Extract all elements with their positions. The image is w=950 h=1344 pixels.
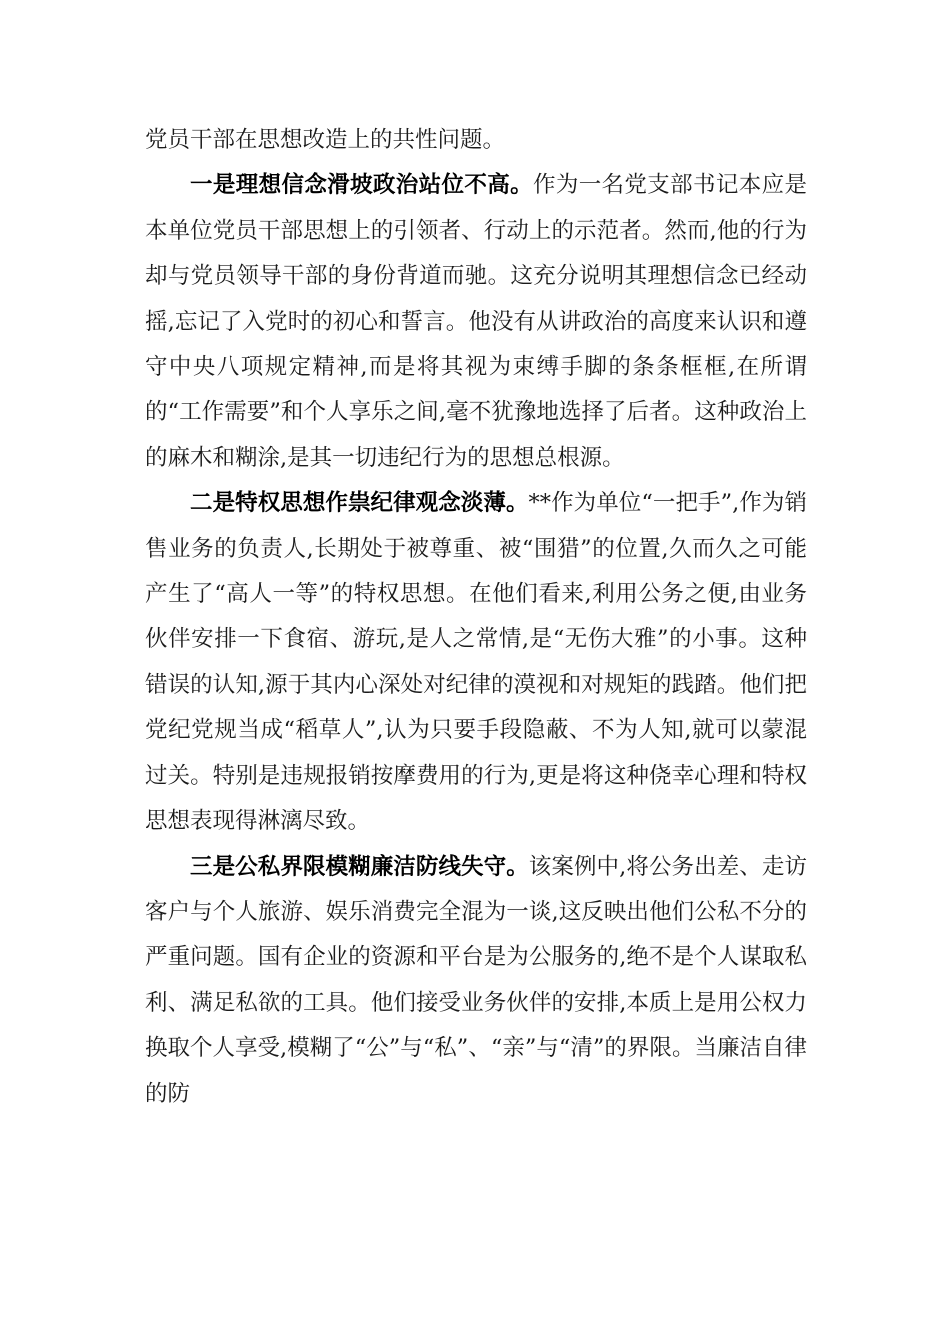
paragraph-text: 作为一名党支部书记本应是本单位党员干部思想上的引领者、行动上的示范者。然而,他的行为却与党员领导干部的身份背道而驰。这充分说明其理想信念已经动摇,忘记了入党时的初心和誓言。他没有从讲政治的高度来认识和遵守中央八项规定精神,而是将其视为束缚手脚的条条框框,在所谓的“工作需要”和个人享乐之间,毫不犹豫地选择了后者。这种政治上的麻木和糊涂,是其一切违纪行为的思想总根源。 bbox=[145, 172, 807, 471]
paragraph-heading: 二是特权思想作祟纪律观念淡薄。 bbox=[190, 490, 529, 517]
paragraph-point-three bbox=[145, 845, 807, 1117]
paragraph-text: 该案例中,将公务出差、走访客户与个人旅游、娱乐消费完全混为一谈,这反映出他们公私不分的严重问题。国有企业的资源和平台是为公服务的,绝不是个人谋取私利、满足私欲的工具。他们接受业务伙伴的安排,本质上是用公权力换取个人享受,模糊了“公”与“私”、“亲”与“清”的界限。当廉洁自律的防 bbox=[145, 853, 807, 1107]
paragraph-heading: 一是理想信念滑坡政治站位不高。 bbox=[190, 172, 533, 199]
paragraph-heading: 三是公私界限模糊廉洁防线失守。 bbox=[190, 853, 529, 880]
paragraph-point-one bbox=[145, 163, 807, 481]
paragraph-continuation bbox=[145, 118, 807, 163]
paragraph-text: 党员干部在思想改造上的共性问题。 bbox=[145, 127, 506, 153]
document-page bbox=[145, 118, 807, 1117]
paragraph-text: **作为单位“一把手”,作为销售业务的负责人,长期处于被尊重、被“围猎”的位置,久而久之可能产生了“高人一等”的特权思想。在他们看来,利用公务之便,由业务伙伴安排一下食宿、游玩,是人之常情,是“无伤大雅”的小事。这种错误的认知,源于其内心深处对纪律的漠视和对规矩的践踏。他们把党纪党规当成“稻草人”,认为只要手段隐蔽、不为人知,就可以蒙混过关。特别是违规报销按摩费用的行为,更是将这种侥幸心理和特权思想表现得淋漓尽致。 bbox=[145, 490, 807, 835]
paragraph-point-two bbox=[145, 481, 807, 844]
